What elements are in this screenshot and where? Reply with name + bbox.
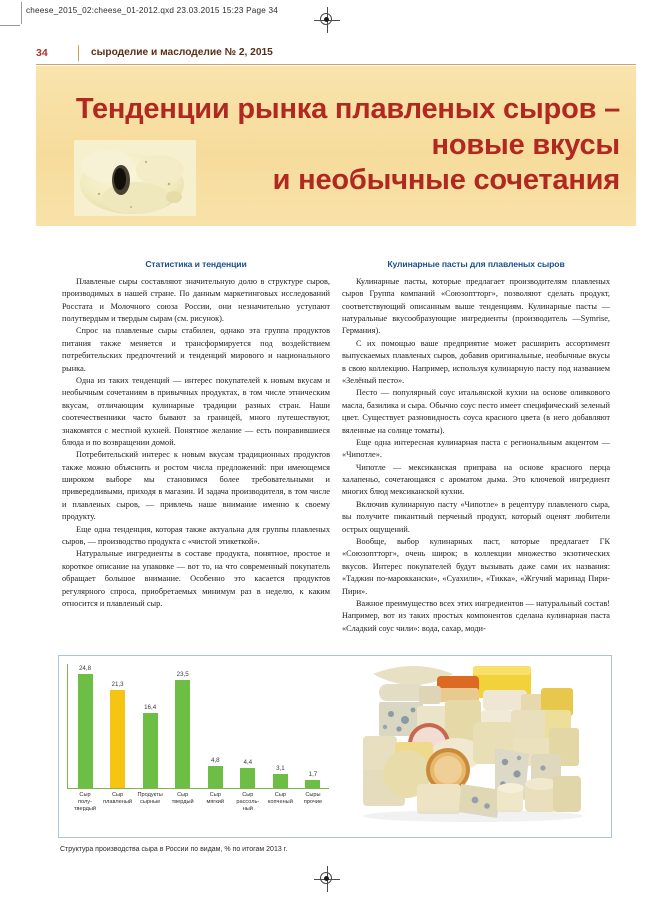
running-head-rule — [36, 64, 636, 65]
paragraph: Песто — популярный соус итальянской кухни на основе оливкового масла, базилика и сыра. Обычно соус песто имеет специфический зеленый цвет. Существует разновидность соуса красного цвета (в него добавляют вяленные на солнце томаты). — [342, 388, 610, 435]
paragraph: Чипотле — мексиканская приправа на основе красного перца халапеньо, сочетающаяся с ароматом дыма. Это ключевой ингредиент многих блюд мексиканской кухни. — [342, 462, 610, 497]
paragraph: Включив кулинарную пасту «Чипотле» в рецептуру плавленого сыра, вы получите пикантный перченый продукт, который оценят любители острых ощущений. — [342, 499, 610, 534]
paragraph: Натуральные ингредиенты в составе продукта, понятное, простое и короткое описание на упаковке — вот то, на что современный покупатель обращает большое внимание. Особенно это касается продуктов регулярного спроса, приобретаемых минимум раз в неделю, к каким относится и плавленый сыр. — [62, 549, 330, 608]
assorted-cheese-photo — [345, 658, 609, 835]
journal-title: сыроделие и маслоделие № 2, 2015 — [91, 47, 273, 58]
chart-x-tick-label: Продукты сырные — [137, 792, 163, 806]
paragraph: Спрос на плавленые сыры стабилен, однако эта группа продуктов питания также меняется и трансформируется под воздействием потребительских предпочтений и тенденций мирового и национального рынка. — [62, 326, 330, 373]
paragraph: Плавленые сыры составляют значительную долю в структуре сыров, производимых в нашей стране. По данным маркетинговых исследований Росстата и Молочного союза России, они незначительно уступают полутвердым и твердым сырам (см. рисунок). — [62, 276, 330, 324]
chart-bar-value-label: 4,4 — [243, 759, 253, 767]
chart-bar — [175, 680, 190, 788]
paragraph: Потребительский интерес к новым вкусам традиционных продуктов также можно объяснить и ростом числа предложений: при имеющемся широком выборе мы становимся более требовательными и привередливыми, приходя в магазин. И задача производителя, в том числе и плавленых сыров, — привлечь наше внимание именно к своему продукту. — [62, 450, 330, 522]
registration-dot — [324, 876, 329, 881]
chart-bars — [69, 664, 329, 788]
chart-bar-value-label: 1,7 — [308, 771, 318, 779]
chart-x-tick-labels — [69, 792, 329, 813]
chart-x-tick-label: Сыр копченый — [267, 792, 293, 806]
registration-dot — [324, 17, 329, 22]
chart-x-tick-label: Сыры прочие — [303, 792, 323, 806]
paragraph: Вообще, выбор кулинарных паст, которые предлагает ГК «Союзоптторг», очень широк; в коллекции множество экзотических вкусов. Интерес покупателей будут вызывать даже сами их названия: «Таджин по-мароккански», «Суахили», «Тикка», «Жгучий маринад Пири-Пири». — [342, 537, 610, 596]
registration-mark-bottom — [314, 866, 340, 892]
chart-bar-group — [199, 664, 231, 788]
page-title-line-2: новые вкусы — [431, 128, 620, 161]
chart-bar-value-label: 4,8 — [210, 757, 220, 765]
section-heading-statistics: Статистика и тенденции — [145, 259, 247, 269]
paragraph: Одна из таких тенденций — интерес покупателей к новым вкусам и необычным сочетаниям в привычных продуктах, в том числе этническим вкусам, отличающим кулинарные традиции разных стран. Наши соотечественники часто бывают за границей, много путешествуют, знакомятся с местной кухней. Понятное желание — есть понравившиеся блюда и по возвращении домой. — [62, 375, 330, 447]
chart-bar-value-label: 24,8 — [78, 665, 92, 673]
chart-y-axis — [67, 664, 68, 788]
section-heading-culinary-pastes: Кулинарные пасты для плавленых сыров — [387, 259, 565, 269]
chart-bar-value-label: 21,3 — [111, 681, 124, 689]
running-head — [36, 45, 636, 65]
chart-bar-group — [232, 664, 264, 788]
chart-bar — [305, 780, 320, 788]
chart-bar-group — [264, 664, 296, 788]
page-title-line-1: Тенденции рынка плавленых сыров – — [75, 93, 620, 125]
bar-chart — [59, 656, 336, 837]
chart-bar-value-label: 3,1 — [276, 765, 285, 773]
chart-bar — [240, 768, 255, 788]
body-column-left — [62, 258, 330, 610]
chart-bar-value-label: 16,4 — [144, 704, 157, 712]
paragraph: С их помощью ваше предприятие может расширить ассортимент выпускаемых плавленых сыров, добавив оригинальные, необычные вкусы в свою коллекцию. Например, используя кулинарную пасту под названием «Зелёный песто». — [342, 338, 610, 385]
running-head-divider — [78, 45, 79, 61]
paragraph: Кулинарные пасты, которые предлагает производителям плавленых сыров Группа компаний «Союзоптторг», позволяют сделать продукт, соответствующий описанным выше тенденциям. Кулинарные пасты — натуральные вкусообразующие ингредиенты (производитель —Symrise, Германия). — [342, 276, 610, 336]
registration-mark-top — [314, 7, 340, 33]
print-slug: cheese_2015_02:cheese_01-2012.qxd 23.03.2015 15:23 Page 34 — [26, 6, 278, 15]
page-title — [54, 92, 620, 199]
chart-x-tick-label: Сыр твердый — [171, 792, 194, 806]
chart-bar — [110, 690, 125, 788]
paragraph: Важное преимущество всех этих ингредиентов — натуральный состав! Например, вот из таких простых компонентов сделана кулинарная паста «Сладкий соус чили»: вода, сахар, моди- — [342, 599, 610, 633]
chart-bar — [143, 713, 158, 788]
slug-horizontal-rule — [0, 25, 20, 26]
body-column-right — [342, 258, 610, 635]
chart-bar-group — [297, 664, 329, 788]
chart-x-tick-label: Сыр плавленый — [103, 792, 132, 806]
chart-bar — [78, 674, 93, 788]
chart-bar-group — [69, 664, 101, 788]
paragraph: Еще одна интересная кулинарная паста с региональным акцентом — «Чипотле». — [342, 437, 610, 460]
title-band — [36, 66, 636, 226]
chart-x-tick-label: Сыр мягкий — [206, 792, 225, 806]
chart-bar — [273, 774, 288, 788]
slug-vertical-rule — [21, 2, 22, 24]
chart-x-tick-label: Сыр рассоль- ный — [236, 792, 260, 813]
chart-x-tick-label: Сыр полу- твердый — [74, 792, 96, 813]
figure-caption: Структура производства сыра в России по видам, % по итогам 2013 г. — [60, 846, 288, 853]
chart-x-axis — [67, 788, 329, 789]
paragraph: Еще одна тенденция, которая также актуальна для группы плавленых сыров, — производство продукта с «чистой этикеткой». — [62, 524, 330, 547]
chart-bar-value-label: 23,5 — [176, 671, 189, 679]
chart-bar — [208, 766, 223, 788]
page-number: 34 — [36, 47, 48, 59]
page-title-line-3: и необычные сочетания — [272, 164, 620, 197]
chart-bar-group — [134, 664, 166, 788]
chart-bar-group — [167, 664, 199, 788]
chart-bar-group — [102, 664, 134, 788]
